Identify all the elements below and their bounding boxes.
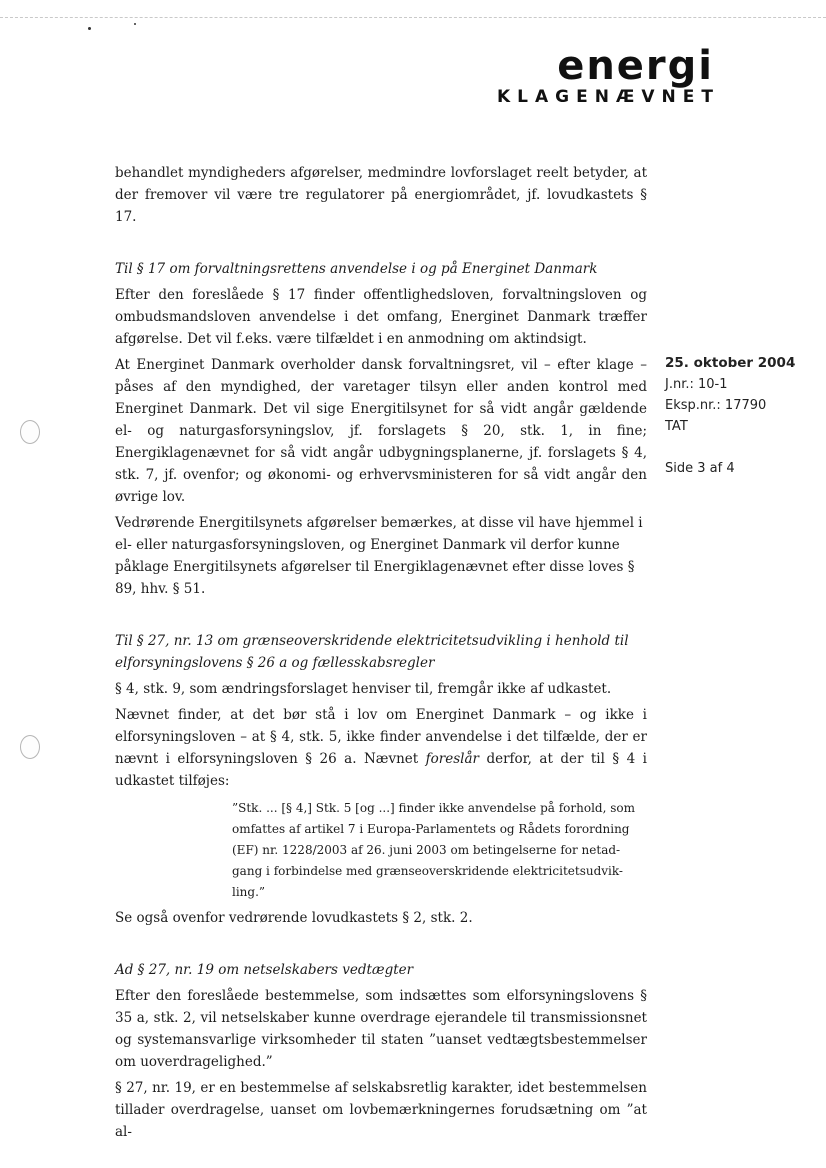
quote-line: gang i forbindelse med grænseoverskridende elektricitetsudvik- [232,864,623,878]
section-heading-27-13: Til § 27, nr. 13 om grænseoverskridende elektricitetsudvikling i henhold til elforsyningslovens § 26 a og fællesskabsregler [115,633,629,671]
paragraph: § 27, nr. 19, er en bestemmelse af selskabsretlig karakter, idet bestemmelsen tillader overdragelse, uanset om lovbemærkningernes forudsætning om ”at al- [115,1080,647,1140]
document-date: 25. oktober 2004 [665,355,796,371]
quote-line: (EF) nr. 1228/2003 af 26. juni 2003 om betingelserne for netad- [232,843,621,857]
paragraph: § 4, stk. 9, som ændringsforslaget henviser til, fremgår ikke af udkastet. [115,681,612,697]
section-heading-17: Til § 17 om forvaltningsrettens anvendelse i og på Energinet Danmark [115,261,598,277]
punch-hole-icon [20,420,40,444]
paragraph-text: Nævnet finder, at det bør stå i lov om Energinet Danmark – og ikke i elforsyningsloven – at § 4, stk. 5, ikke finder anvendelse i det tilfælde, der er nævnt i elforsyningsloven § 26 a. Nævnet [115,707,647,767]
emphasis-text: foreslår [425,751,479,767]
scan-speck [134,23,136,25]
paragraph: Efter den foreslåede bestemmelse, som indsættes som elforsyningslovens § 35 a, stk. 2, vil netselskaber kunne overdrage ejerandele til transmissionsnet og systemansvarlige virksomheder til staten ”uanset vedtægtsbestemmelser om uoverdragelighed.” [115,988,647,1070]
energiklagenaevnet-logo [497,43,720,108]
scan-speck [88,27,91,30]
letter-body [115,162,647,1147]
quote-line: omfattes af artikel 7 i Europa-Parlamentets og Rådets forordning [232,822,630,836]
paragraph [115,704,647,792]
logo-word: energi [557,43,714,89]
logo-subtitle: KLAGENÆVNET [497,87,720,107]
document-metadata [665,353,815,479]
expedition-number: Eksp.nr.: 17790 [665,398,767,413]
punch-hole-icon [20,735,40,759]
section-heading-27-19: Ad § 27, nr. 19 om netselskabers vedtægter [115,962,414,978]
paragraph-intro: behandlet myndigheders afgørelser, medmindre lovforslaget reelt betyder, at der fremover vil være tre regulatorer på energiområdet, jf. lovudkastets § 17. [115,165,647,225]
page-number: Side 3 af 4 [665,461,735,476]
paragraph: Efter den foreslåede § 17 finder offentlighedsloven, forvaltningsloven og ombudsmandsloven anvendelse i det omfang, Energinet Danmark træffer afgørelse. Det vil f.eks. være tilfældet i en anmodning om aktindsigt. [115,287,647,347]
proposed-text-quote [232,798,647,903]
paragraph: Vedrørende Energitilsynets afgørelser bemærkes, at disse vil have hjemmel i el- eller naturgasforsyningsloven, og Energinet Danmark vil derfor kunne påklage Energitilsynets afgørelser til Energiklagenævnet efter disse loves § 89, hhv. § 51. [115,515,643,597]
paragraph-text: derfor, at der til § 4 i udkastet tilføjes: [115,751,647,789]
author-initials: TAT [665,419,688,434]
paragraph: At Energinet Danmark overholder dansk forvaltningsret, vil – efter klage – påses af den myndighed, der varetager tilsyn eller anden kontrol med Energinet Danmark. Det vil sige Energitilsynet for så vidt angår gældende el- og naturgasforsyningslov, jf. forslagets § 20, stk. 1, in fine; Energiklagenævnet for så vidt angår udbygningsplanerne, jf. forslagets § 4, stk. 7, jf. ovenfor; og økonomi- og erhvervsministeren for så vidt angår den øvrige lov. [115,357,647,505]
paragraph: Se også ovenfor vedrørende lovudkastets § 2, stk. 2. [115,910,473,926]
scan-edge-line [0,17,826,18]
quote-line: ”Stk. ... [§ 4,] Stk. 5 [og ...] finder ikke anvendelse på forhold, som [232,801,635,815]
quote-line: ling.” [232,885,266,899]
journal-number: J.nr.: 10-1 [665,377,728,392]
